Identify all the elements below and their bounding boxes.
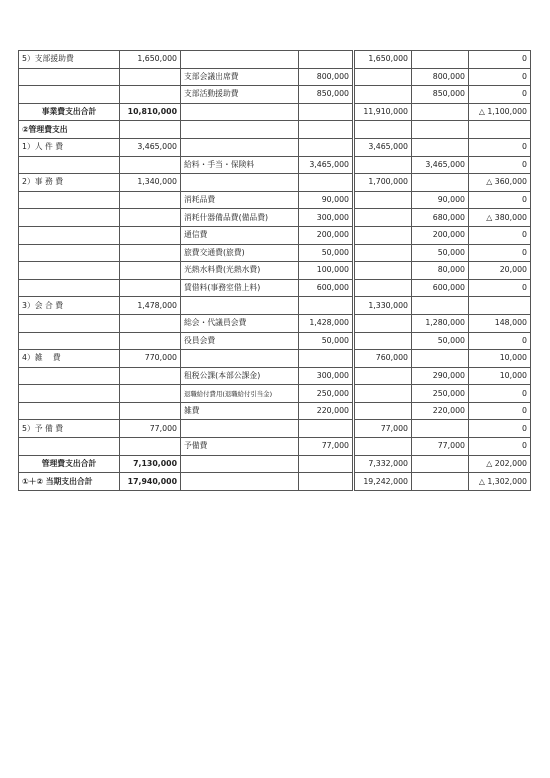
table-cell: 10,000	[469, 367, 531, 385]
table-cell	[181, 350, 299, 368]
table-cell	[120, 226, 181, 244]
table-cell: 0	[469, 86, 531, 104]
table-cell	[354, 226, 412, 244]
table-cell: △ 202,000	[469, 455, 531, 473]
table-cell: 80,000	[412, 262, 469, 280]
table-cell: 0	[469, 51, 531, 69]
table-cell	[120, 367, 181, 385]
table-cell: 1,428,000	[299, 314, 354, 332]
table-cell: ②管理費支出	[19, 121, 120, 139]
table-cell	[354, 262, 412, 280]
table-cell	[469, 297, 531, 315]
table-row-detail	[19, 332, 531, 350]
table-cell	[354, 314, 412, 332]
table-cell	[120, 209, 181, 227]
expense-table-body	[19, 51, 531, 491]
table-cell	[19, 209, 120, 227]
table-cell: 800,000	[412, 68, 469, 86]
table-cell: 290,000	[412, 367, 469, 385]
table-cell: 19,242,000	[354, 473, 412, 491]
table-cell: 1,650,000	[354, 51, 412, 69]
table-cell	[19, 438, 120, 456]
table-row-detail	[19, 279, 531, 297]
table-cell: 850,000	[299, 86, 354, 104]
table-cell	[299, 420, 354, 438]
table-row-detail	[19, 191, 531, 209]
table-cell: 77,000	[354, 420, 412, 438]
table-cell	[354, 367, 412, 385]
table-cell: 770,000	[120, 350, 181, 368]
table-cell: 300,000	[299, 209, 354, 227]
table-cell: 3,465,000	[299, 156, 354, 174]
table-cell	[412, 350, 469, 368]
table-cell	[354, 244, 412, 262]
table-cell: 0	[469, 438, 531, 456]
table-cell: 760,000	[354, 350, 412, 368]
table-cell: 800,000	[299, 68, 354, 86]
table-cell	[120, 314, 181, 332]
table-cell	[19, 332, 120, 350]
table-cell	[299, 455, 354, 473]
table-cell	[412, 103, 469, 121]
table-cell: △ 1,302,000	[469, 473, 531, 491]
table-cell	[354, 68, 412, 86]
table-row-detail	[19, 367, 531, 385]
table-cell: 7,130,000	[120, 455, 181, 473]
table-cell	[181, 473, 299, 491]
table-row-category	[19, 138, 531, 156]
table-row-detail	[19, 244, 531, 262]
table-cell: 事業費支出合計	[19, 103, 120, 121]
table-cell: 0	[469, 420, 531, 438]
table-cell: 1,330,000	[354, 297, 412, 315]
table-cell: 0	[469, 156, 531, 174]
table-cell	[412, 174, 469, 192]
table-cell	[412, 455, 469, 473]
table-cell: 600,000	[299, 279, 354, 297]
table-row-detail	[19, 226, 531, 244]
table-cell: 5）支部援助費	[19, 51, 120, 69]
table-cell	[19, 68, 120, 86]
table-cell	[354, 402, 412, 420]
table-cell	[120, 86, 181, 104]
table-cell	[120, 244, 181, 262]
table-cell: 90,000	[299, 191, 354, 209]
table-cell: 1,478,000	[120, 297, 181, 315]
table-cell	[412, 121, 469, 139]
table-cell: △ 360,000	[469, 174, 531, 192]
table-cell: 0	[469, 402, 531, 420]
table-cell: 77,000	[412, 438, 469, 456]
table-cell: 光熱水料費(光熱水費)	[181, 262, 299, 280]
table-cell	[19, 244, 120, 262]
table-cell	[120, 262, 181, 280]
table-cell: 1,280,000	[412, 314, 469, 332]
table-cell	[354, 86, 412, 104]
table-cell	[299, 174, 354, 192]
table-cell: 7,332,000	[354, 455, 412, 473]
table-cell: 4）雑 費	[19, 350, 120, 368]
table-cell	[181, 455, 299, 473]
table-cell	[181, 121, 299, 139]
table-row-detail	[19, 262, 531, 280]
table-cell	[120, 121, 181, 139]
table-cell: 1,700,000	[354, 174, 412, 192]
table-cell: 3,465,000	[412, 156, 469, 174]
table-cell	[181, 174, 299, 192]
table-cell: 0	[469, 138, 531, 156]
table-cell: 300,000	[299, 367, 354, 385]
table-cell: 3）会 合 費	[19, 297, 120, 315]
table-cell	[19, 385, 120, 403]
table-cell	[120, 279, 181, 297]
table-cell: 20,000	[469, 262, 531, 280]
table-cell	[354, 121, 412, 139]
table-cell: 3,465,000	[354, 138, 412, 156]
table-cell	[299, 297, 354, 315]
table-row-detail	[19, 385, 531, 403]
table-cell: 10,810,000	[120, 103, 181, 121]
table-row-category	[19, 297, 531, 315]
table-cell: 600,000	[412, 279, 469, 297]
table-cell: 680,000	[412, 209, 469, 227]
table-cell: 10,000	[469, 350, 531, 368]
table-cell	[19, 279, 120, 297]
table-cell: 0	[469, 191, 531, 209]
table-cell	[120, 156, 181, 174]
table-cell: 0	[469, 226, 531, 244]
table-cell	[299, 103, 354, 121]
table-row-total	[19, 455, 531, 473]
table-cell: 0	[469, 279, 531, 297]
table-cell	[299, 138, 354, 156]
table-cell: 支部会議出席費	[181, 68, 299, 86]
table-cell: 250,000	[412, 385, 469, 403]
table-row-detail	[19, 86, 531, 104]
table-cell	[354, 156, 412, 174]
table-cell: 100,000	[299, 262, 354, 280]
table-cell	[19, 367, 120, 385]
table-cell: 租税公課(本部公課金)	[181, 367, 299, 385]
table-cell: 退職給付費用(退職給付引当金)	[181, 385, 299, 403]
table-cell	[19, 86, 120, 104]
table-cell: 0	[469, 68, 531, 86]
table-cell: 支部活動援助費	[181, 86, 299, 104]
table-cell: 予備費	[181, 438, 299, 456]
table-cell: 給料・手当・保険料	[181, 156, 299, 174]
table-cell: 50,000	[299, 332, 354, 350]
table-cell	[120, 68, 181, 86]
table-row-detail	[19, 438, 531, 456]
table-cell	[299, 350, 354, 368]
table-cell: 11,910,000	[354, 103, 412, 121]
table-row-category	[19, 350, 531, 368]
table-cell	[120, 438, 181, 456]
table-cell: 1,340,000	[120, 174, 181, 192]
table-cell	[181, 420, 299, 438]
table-row-category	[19, 51, 531, 69]
table-cell	[412, 473, 469, 491]
table-cell	[181, 297, 299, 315]
table-cell: 50,000	[299, 244, 354, 262]
table-cell	[354, 332, 412, 350]
table-cell: 220,000	[412, 402, 469, 420]
table-cell	[181, 103, 299, 121]
table-cell	[299, 473, 354, 491]
table-row-detail	[19, 402, 531, 420]
table-row-total	[19, 103, 531, 121]
table-row-detail	[19, 156, 531, 174]
table-cell: 200,000	[299, 226, 354, 244]
table-cell	[19, 191, 120, 209]
table-cell	[19, 402, 120, 420]
table-cell: 管理費支出合計	[19, 455, 120, 473]
table-cell	[354, 279, 412, 297]
table-cell	[412, 420, 469, 438]
expense-table	[18, 50, 531, 491]
table-cell: 50,000	[412, 332, 469, 350]
table-cell	[354, 438, 412, 456]
table-cell: 雑費	[181, 402, 299, 420]
table-cell: 77,000	[120, 420, 181, 438]
table-cell: 50,000	[412, 244, 469, 262]
table-row-detail	[19, 314, 531, 332]
table-cell: △ 380,000	[469, 209, 531, 227]
table-cell: 3,465,000	[120, 138, 181, 156]
table-row-detail	[19, 68, 531, 86]
table-cell: 5）予 備 費	[19, 420, 120, 438]
table-cell: 消耗品費	[181, 191, 299, 209]
table-cell: 消耗什器備品費(備品費)	[181, 209, 299, 227]
table-cell	[19, 262, 120, 280]
table-cell	[181, 138, 299, 156]
table-cell	[412, 138, 469, 156]
table-cell	[469, 121, 531, 139]
table-cell	[412, 51, 469, 69]
table-cell: 賃借料(事務室借上料)	[181, 279, 299, 297]
table-row-grand	[19, 473, 531, 491]
table-cell	[354, 191, 412, 209]
table-cell: △ 1,100,000	[469, 103, 531, 121]
table-cell: 通信費	[181, 226, 299, 244]
table-cell	[354, 385, 412, 403]
table-cell: 総会・代議員会費	[181, 314, 299, 332]
table-cell	[412, 297, 469, 315]
table-cell: 90,000	[412, 191, 469, 209]
table-cell	[120, 385, 181, 403]
table-cell	[354, 209, 412, 227]
table-cell: 250,000	[299, 385, 354, 403]
table-cell	[299, 121, 354, 139]
table-row-category	[19, 174, 531, 192]
table-cell	[181, 51, 299, 69]
table-cell: 0	[469, 385, 531, 403]
table-cell: 17,940,000	[120, 473, 181, 491]
table-row-category	[19, 420, 531, 438]
table-cell: 77,000	[299, 438, 354, 456]
table-cell	[120, 332, 181, 350]
table-cell	[19, 156, 120, 174]
table-cell	[120, 402, 181, 420]
table-cell	[19, 314, 120, 332]
table-cell: 220,000	[299, 402, 354, 420]
table-cell: 0	[469, 244, 531, 262]
table-cell: 148,000	[469, 314, 531, 332]
table-row-detail	[19, 209, 531, 227]
table-cell	[299, 51, 354, 69]
table-cell: ①＋② 当期支出合計	[19, 473, 120, 491]
table-cell: 旅費交通費(旅費)	[181, 244, 299, 262]
table-cell: 200,000	[412, 226, 469, 244]
table-cell: 役員会費	[181, 332, 299, 350]
table-row-section	[19, 121, 531, 139]
table-cell: 1）人 件 費	[19, 138, 120, 156]
table-cell: 850,000	[412, 86, 469, 104]
table-cell: 1,650,000	[120, 51, 181, 69]
table-cell: 2）事 務 費	[19, 174, 120, 192]
table-cell	[120, 191, 181, 209]
table-cell: 0	[469, 332, 531, 350]
table-cell	[19, 226, 120, 244]
